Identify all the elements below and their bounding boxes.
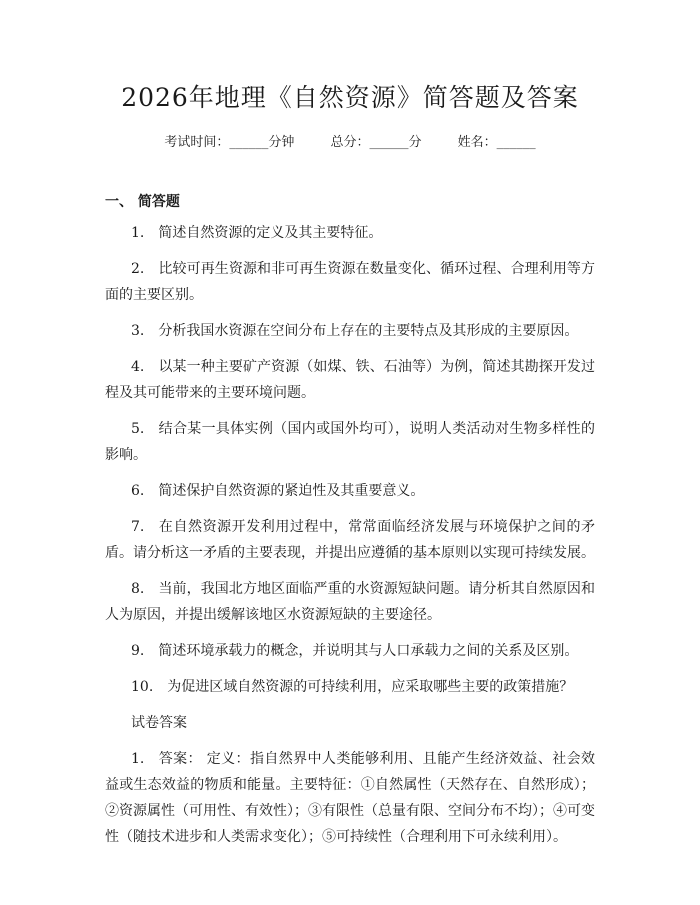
- question-text: 简述环境承载力的概念，并说明其与人口承载力之间的关系及区别。: [158, 643, 579, 659]
- exam-time-field: 考试时间：______分钟: [164, 135, 295, 150]
- question-number: 3.: [131, 323, 145, 339]
- answer-item: [105, 746, 595, 850]
- question-number: 1.: [131, 225, 145, 241]
- question-text: 在自然资源开发利用过程中，常常面临经济发展与环境保护之间的矛盾。请分析这一矛盾的主要表现，并提出应遵循的基本原则以实现可持续发展。: [105, 519, 595, 561]
- student-name-field: 姓名：______: [457, 135, 536, 150]
- question-number: 9.: [131, 643, 145, 659]
- question-item: [105, 638, 595, 664]
- answer-number: 1.: [131, 751, 145, 767]
- question-text: 简述保护自然资源的紧迫性及其重要意义。: [158, 483, 425, 499]
- question-item: [105, 256, 595, 308]
- exam-meta: [0, 131, 700, 150]
- question-item: [105, 674, 595, 700]
- question-number: 10.: [131, 679, 154, 695]
- document-body: [105, 220, 595, 860]
- question-item: [105, 318, 595, 344]
- question-text: 以某一种主要矿产资源（如煤、铁、石油等）为例，简述其勘探开发过程及其可能带来的主要环境问题。: [105, 359, 595, 401]
- question-text: 分析我国水资源在空间分布上存在的主要特点及其形成的主要原因。: [158, 323, 579, 339]
- answer-text: 答案： 定义：指自然界中人类能够利用、且能产生经济效益、社会效益或生态效益的物质和能量。主要特征：①自然属性（天然存在、自然形成）；②资源属性（可用性、有效性）；③有限性（总量有限、空间分布不均）；④可变性（随技术进步和人类需求变化）；⑤可持续性（合理利用下可永续利用）。: [105, 751, 595, 845]
- question-text: 比较可再生资源和非可再生资源在数量变化、循环过程、合理利用等方面的主要区别。: [105, 261, 595, 303]
- question-number: 4.: [131, 359, 145, 375]
- question-number: 8.: [131, 581, 145, 597]
- question-text: 简述自然资源的定义及其主要特征。: [158, 225, 383, 241]
- question-number: 2.: [131, 261, 145, 277]
- question-item: [105, 514, 595, 566]
- question-text: 当前，我国北方地区面临严重的水资源短缺问题。请分析其自然原因和人为原因，并提出缓解该地区水资源短缺的主要途径。: [105, 581, 595, 623]
- question-text: 为促进区域自然资源的可持续利用，应采取哪些主要的政策措施？: [167, 679, 574, 695]
- question-number: 6.: [131, 483, 145, 499]
- section-heading: 一、 简答题: [105, 194, 180, 210]
- question-text: 结合某一具体实例（国内或国外均可），说明人类活动对生物多样性的影响。: [105, 421, 595, 463]
- total-score-field: 总分：______分: [330, 135, 422, 150]
- document-title: 2026年地理《自然资源》简答题及答案: [121, 83, 579, 112]
- question-number: 7.: [131, 519, 145, 535]
- question-item: [105, 576, 595, 628]
- question-item: [105, 478, 595, 504]
- question-item: [105, 220, 595, 246]
- question-item: [105, 416, 595, 468]
- answer-heading: 试卷答案: [131, 715, 187, 731]
- question-number: 5.: [131, 421, 145, 437]
- question-item: [105, 354, 595, 406]
